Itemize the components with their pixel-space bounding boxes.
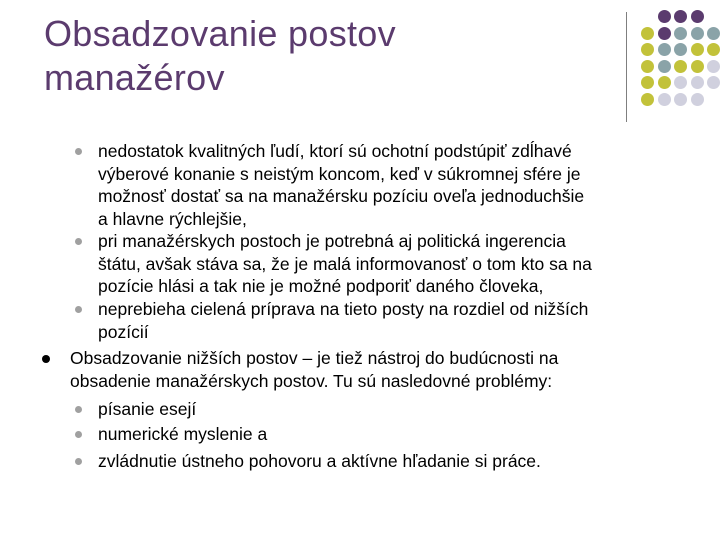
- bullet-line: neprebieha cielená príprava na tieto posty na rozdiel od nižších: [98, 299, 589, 319]
- bullet-line: výberové konanie s neistým koncom, keď v súkromnej sfére je: [98, 163, 581, 184]
- bullet-item: [70, 347, 558, 392]
- bullet-marker-icon: [75, 406, 82, 413]
- bullet-line: nedostatok kvalitných ľudí, ktorí sú ochotní podstúpiť zdĺhavé: [98, 141, 572, 161]
- bullet-line: obsadenie manažérskych postov. Tu sú nasledovné problémy:: [70, 370, 553, 391]
- title-line-1: Obsadzovanie postov: [44, 13, 396, 54]
- bullet-line: pri manažérskych postoch je potrebná aj politická ingerencia: [98, 231, 566, 251]
- bullet-marker-icon: [75, 458, 82, 465]
- bullet-item: [98, 398, 196, 421]
- bullet-line: písanie esejí: [98, 399, 197, 419]
- bullet-line: štátu, avšak stáva sa, že je malá informovanosť o tom kto sa na: [98, 253, 592, 274]
- bullet-marker-icon: [42, 355, 50, 363]
- bullet-line: a hlavne rýchlejšie,: [98, 208, 247, 229]
- bullet-item: [98, 140, 584, 230]
- bullet-line: zvládnutie ústneho pohovoru a aktívne hľadanie si práce.: [98, 451, 541, 471]
- bullet-item: [98, 450, 541, 473]
- bullet-marker-icon: [75, 431, 82, 438]
- bullet-item: [98, 230, 592, 298]
- title-line-2: manažérov: [44, 57, 225, 98]
- bullet-marker-icon: [75, 238, 82, 245]
- bullet-marker-icon: [75, 306, 82, 313]
- bullet-line: pozícií: [98, 321, 149, 342]
- bullet-line: pozície hlási a tak nie je možné podporiť daného človeka,: [98, 276, 544, 296]
- bullet-item: [98, 298, 588, 343]
- bullet-marker-icon: [75, 148, 82, 155]
- bullet-line: numerické myslenie a: [98, 424, 268, 444]
- bullet-line: Obsadzovanie nižších postov – je tiež nástroj do budúcnosti na: [70, 348, 559, 368]
- bullet-line: možnosť dostať sa na manažérsku pozíciu oveľa jednoduchšie: [98, 186, 585, 206]
- bullet-item: [98, 423, 267, 446]
